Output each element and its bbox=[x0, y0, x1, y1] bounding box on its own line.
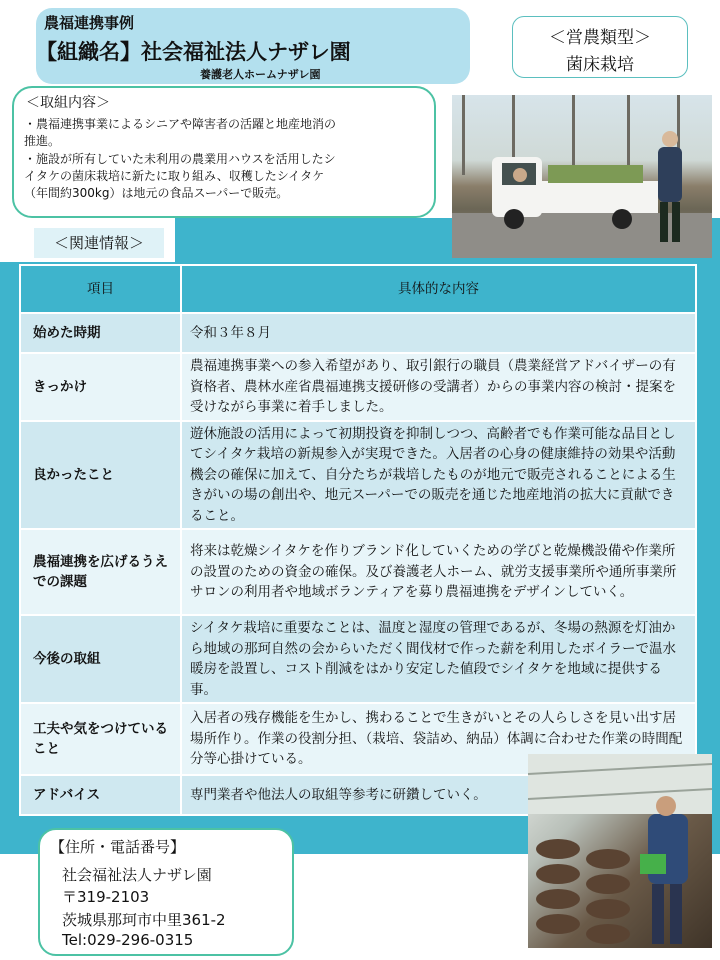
contact-box bbox=[38, 828, 294, 956]
header-content: 具体的な内容 bbox=[181, 265, 696, 313]
case-category: 農福連携事例 bbox=[44, 14, 135, 32]
table-row bbox=[20, 421, 696, 530]
contact-org-name: 社会福祉法人ナザレ園 bbox=[62, 866, 212, 884]
activities-line: （年間約300kg）は地元の食品スーパーで販売。 bbox=[24, 186, 289, 200]
contact-title: 【住所・電話番号】 bbox=[50, 838, 186, 856]
row-item: 今後の取組 bbox=[20, 615, 181, 703]
activities-line: イタケの菌床栽培に新たに取り組み、収穫したシイタケ bbox=[24, 169, 325, 183]
row-content: シイタケ栽培に重要なことは、温度と湿度の管理であるが、冬場の熱源を灯油から地域の那珂自然の会からいただく間伐材で作った薪を利用したボイラーで温水暖房を設置し、コスト削減をはかり安定した値段でシイタケを地域に提供する事。 bbox=[181, 615, 696, 703]
activities-line: ・施設が所有していた未利用の農業用ハウスを活用したシ bbox=[24, 152, 336, 166]
photo-mushroom-house bbox=[528, 754, 712, 948]
header-item: 項目 bbox=[20, 265, 181, 313]
row-item: 始めた時期 bbox=[20, 313, 181, 353]
activities-line: ・農福連携事業によるシニアや障害者の活躍と地産地消の bbox=[24, 117, 337, 131]
row-content: 将来は乾燥シイタケを作りブランド化していくための学びと乾燥機設備や作業所の設置のための資金の確保。及び養護老人ホーム、就労支援事業所や通所事業所サロンの利用者や地域ボランティアを募り農福連携をデザインしていく。 bbox=[181, 529, 696, 615]
row-content: 遊休施設の活用によって初期投資を抑制しつつ、高齢者でも作業可能な品目としてシイタケ栽培の新規参入が実現できた。入居者の心身の健康維持の効果や活動機会の確保に加えて、自分たちが栽培したものが地元で販売されることによる生きがいの場の創出や、地元スーパーでの販売を通じた地産地消の拡大に貢献できること。 bbox=[181, 421, 696, 530]
row-content: 農福連携事業への参入希望があり、取引銀行の職員（農業経営アドバイザーの有資格者、農林水産省農福連携支援研修の受講者）からの事業内容の検討・提案を受けながら事業に着手しました。 bbox=[181, 353, 696, 421]
activities-line: 推進。 bbox=[24, 134, 61, 148]
row-content: 入居者の残存機能を生かし、携わることで生きがいとその人らしさを見い出す居場所作り。作業の役割分担、（栽培、袋詰め、納品）体調に合わせた作業の時間配分等心掛けている。 bbox=[181, 703, 696, 775]
postal-code: 〒319-2103 bbox=[62, 888, 150, 906]
table-row bbox=[20, 313, 696, 353]
row-content: 令和３年８月 bbox=[181, 313, 696, 353]
table-header-row bbox=[20, 265, 696, 313]
farming-type-title: ＜営農類型＞ bbox=[549, 28, 651, 48]
phone-number: Tel:029-296-0315 bbox=[62, 931, 194, 949]
row-item: 良かったこと bbox=[20, 421, 181, 530]
row-content: 専門業者や他法人の取組等参考に研鑽していく。 bbox=[181, 775, 696, 815]
table-row bbox=[20, 353, 696, 421]
related-info-table bbox=[19, 264, 697, 816]
row-item: 農福連携を広げるうえでの課題 bbox=[20, 529, 181, 615]
related-info-tab: ＜関連情報＞ bbox=[34, 228, 164, 258]
activities-box bbox=[12, 86, 436, 218]
activities-title: ＜取組内容＞ bbox=[26, 95, 110, 111]
farming-type-value: 菌床栽培 bbox=[566, 55, 634, 75]
row-item: きっかけ bbox=[20, 353, 181, 421]
farming-type-box bbox=[512, 16, 688, 78]
row-item: 工夫や気をつけていること bbox=[20, 703, 181, 775]
photo-truck bbox=[452, 95, 712, 258]
row-item: アドバイス bbox=[20, 775, 181, 815]
street-address: 茨城県那珂市中里361-2 bbox=[62, 911, 226, 929]
table-row bbox=[20, 615, 696, 703]
organization-name: 【組織名】社会福祉法人ナザレ園 bbox=[36, 40, 351, 64]
table-row bbox=[20, 529, 696, 615]
facility-name: 養護老人ホームナザレ園 bbox=[200, 68, 321, 81]
